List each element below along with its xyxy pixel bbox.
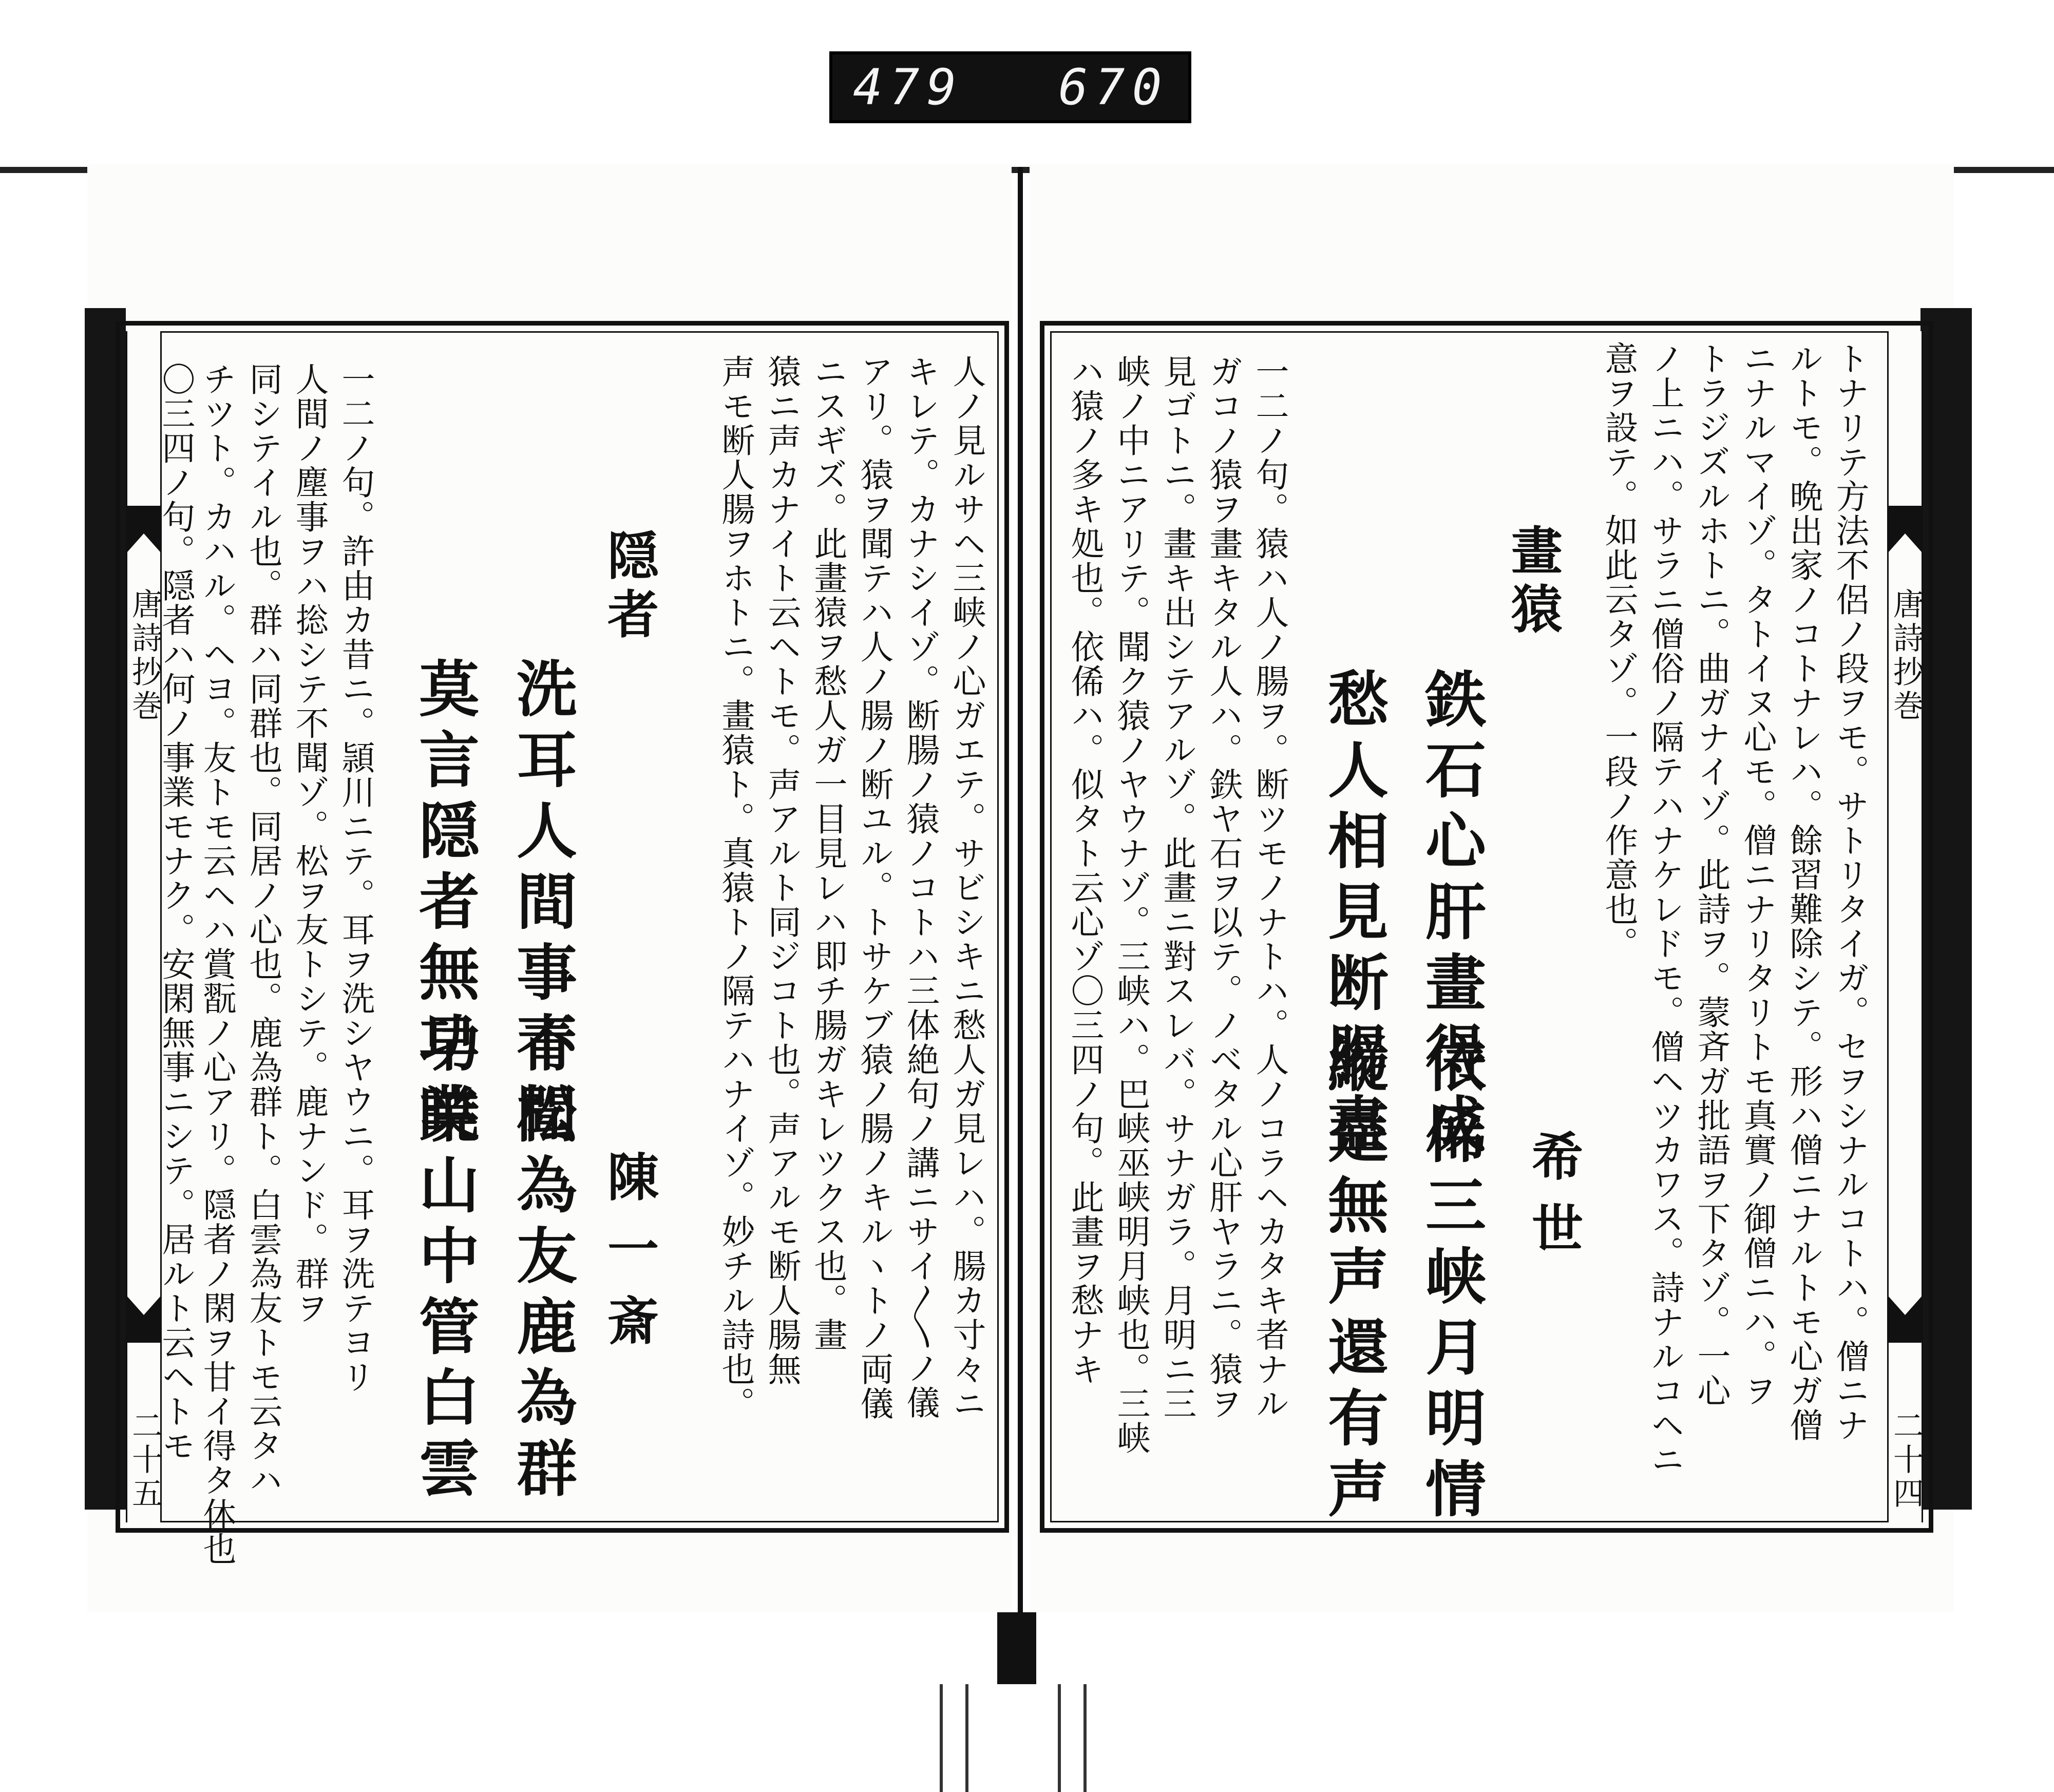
fold-mark-icon [127, 506, 160, 552]
poem-line: 依俙三峡月明情 [1415, 1032, 1487, 1528]
gutter-clamp [997, 1612, 1036, 1684]
poem-line: 早暁山中管白雲 [409, 1012, 480, 1508]
commentary-column: アリ。猿ヲ聞テハ人ノ腸ノ断ユル。トサケブ猿ノ腸ノキルヽトノ両儀 [854, 354, 893, 1421]
left-page-number: 二十五 [127, 1409, 163, 1511]
commentary-column: 見ゴトニ。畫キ出シテアルゾ。此畫ニ對スレバ。サナガラ。月明ニ三 [1157, 354, 1196, 1421]
poem-line: 莫言隠者無功業 [409, 657, 480, 1153]
right-page-number: 二十四 [1888, 1409, 1924, 1511]
right-page-margin-strip [1887, 331, 1923, 1522]
commentary-column: 同シテイル也。群ハ同群也。同居ノ心也。鹿為群ト。白雲為友トモ云タハ [243, 362, 282, 1497]
commentary-column: 〇三四ノ句。隠者ハ何ノ事業モナク。安閑無事ニシテ。居ルト云ヘトモ [156, 362, 195, 1463]
commentary-column: トラジズルホトニ。曲ガナイゾ。此詩ヲ。蒙斉ガ批語ヲ下タゾ。一心 [1691, 341, 1730, 1408]
fold-mark-icon [1889, 1297, 1922, 1343]
poem-title: 畫猿 [1503, 524, 1563, 641]
commentary-column: 声モ断人腸ヲホトニ。畫猿ト。真猿トノ隔テハナイゾ。妙チル詩也。 [716, 354, 754, 1421]
commentary-column: 一二ノ句。許由カ昔ニ。頴川ニテ。耳ヲ洗シヤウニ。耳ヲ洗テヨリ [336, 362, 374, 1394]
stand-line [940, 1684, 943, 1792]
call-number-left: 479 [853, 59, 964, 116]
commentary-column: トナリテ方法不侶ノ段ヲモ。サトリタイガ。セヲシナルコトハ。僧ニナ [1830, 341, 1869, 1442]
call-number-right: 670 [1058, 59, 1169, 116]
left-margin-title: 唐詩抄巻 [127, 588, 163, 723]
poem-line: 縦是無声還有声 [1318, 1032, 1389, 1528]
poem-line: 鉄石心肝畫得成 [1415, 668, 1487, 1164]
poem-author: 陳一斎 [599, 1150, 659, 1366]
commentary-column: ハ猿ノ多キ処也。依俙ハ。似タト云心ゾ〇三四ノ句。此畫ヲ愁ナキ [1065, 354, 1104, 1386]
commentary-column: 意ヲ設テ。如此云タゾ。一段ノ作意也。 [1599, 341, 1638, 961]
commentary-column: チツト。カハル。ヘヨ。友トモ云ヘハ賞翫ノ心アリ。隠者ノ閑ヲ甘イ得タ休也 [197, 362, 236, 1566]
commentary-column: ガコノ猿ヲ畫キタル人ハ。鉄ヤ石ヲ以テ。ノベタル心肝ヤラニ。猿ヲ [1204, 354, 1242, 1421]
stand-line [1083, 1684, 1087, 1792]
commentary-column: ノ上ニハ。サラニ僧俗ノ隔テハナケレドモ。僧ヘツカワス。詩ナルコヘニ [1645, 341, 1684, 1477]
stand-line [965, 1684, 968, 1792]
commentary-column: 猿ニ声カナイト云ヘトモ。声アルト同ジコト也。声アルモ断人腸無 [762, 354, 801, 1386]
fold-mark-icon [1889, 506, 1922, 552]
poem-line: 洗耳人間事不聞 [506, 657, 578, 1153]
commentary-column: 一二ノ句。猿ハ人ノ腸ヲ。断ツモノナトハ。人ノコラヘカタキ者ナル [1250, 354, 1288, 1421]
book-gutter [1018, 167, 1023, 1630]
commentary-column: ルトモ。晩出家ノコトナレハ。餘習難除シテ。形ハ僧ニナルトモ心ガ僧 [1784, 341, 1822, 1442]
commentary-column: 峡ノ中ニアリテ。聞ク猿ノヤウナゾ。三峡ハ。巴峡巫峡明月峡也。三峡 [1111, 354, 1150, 1455]
commentary-column: ニナルマイゾ。タトイヌ心モ。僧ニナリタリトモ真實ノ御僧ニハ。ヲ [1738, 341, 1776, 1408]
stand-line [1058, 1684, 1061, 1792]
fold-mark-icon [127, 1297, 160, 1343]
poem-line: 愁人相見断腸盡 [1318, 668, 1389, 1164]
poem-title: 隠者 [599, 529, 659, 646]
call-number-label [829, 51, 1191, 123]
poem-author: 希世 [1523, 1130, 1584, 1273]
right-margin-title: 唐詩抄巻 [1888, 588, 1924, 723]
poem-line: 青松為友鹿為群 [506, 1012, 578, 1508]
commentary-column: キレテ。カナシイゾ。断腸ノ猿ノコトハ三体絶句ノ講ニサイ〳〵ノ儀 [901, 354, 939, 1420]
commentary-column: ニスギズ。此畫猿ヲ愁人ガ一目見レハ即チ腸ガキレツクス也。畫 [808, 354, 847, 1352]
commentary-column: 人間ノ塵事ヲハ捴シテ不聞ゾ。松ヲ友トシテ。鹿ナンド。群ヲ [290, 362, 328, 1325]
commentary-column: 人ノ見ルサヘ三峡ノ心ガエテ。サビシキニ愁人ガ見レハ。腸カ寸々ニ [947, 354, 985, 1421]
